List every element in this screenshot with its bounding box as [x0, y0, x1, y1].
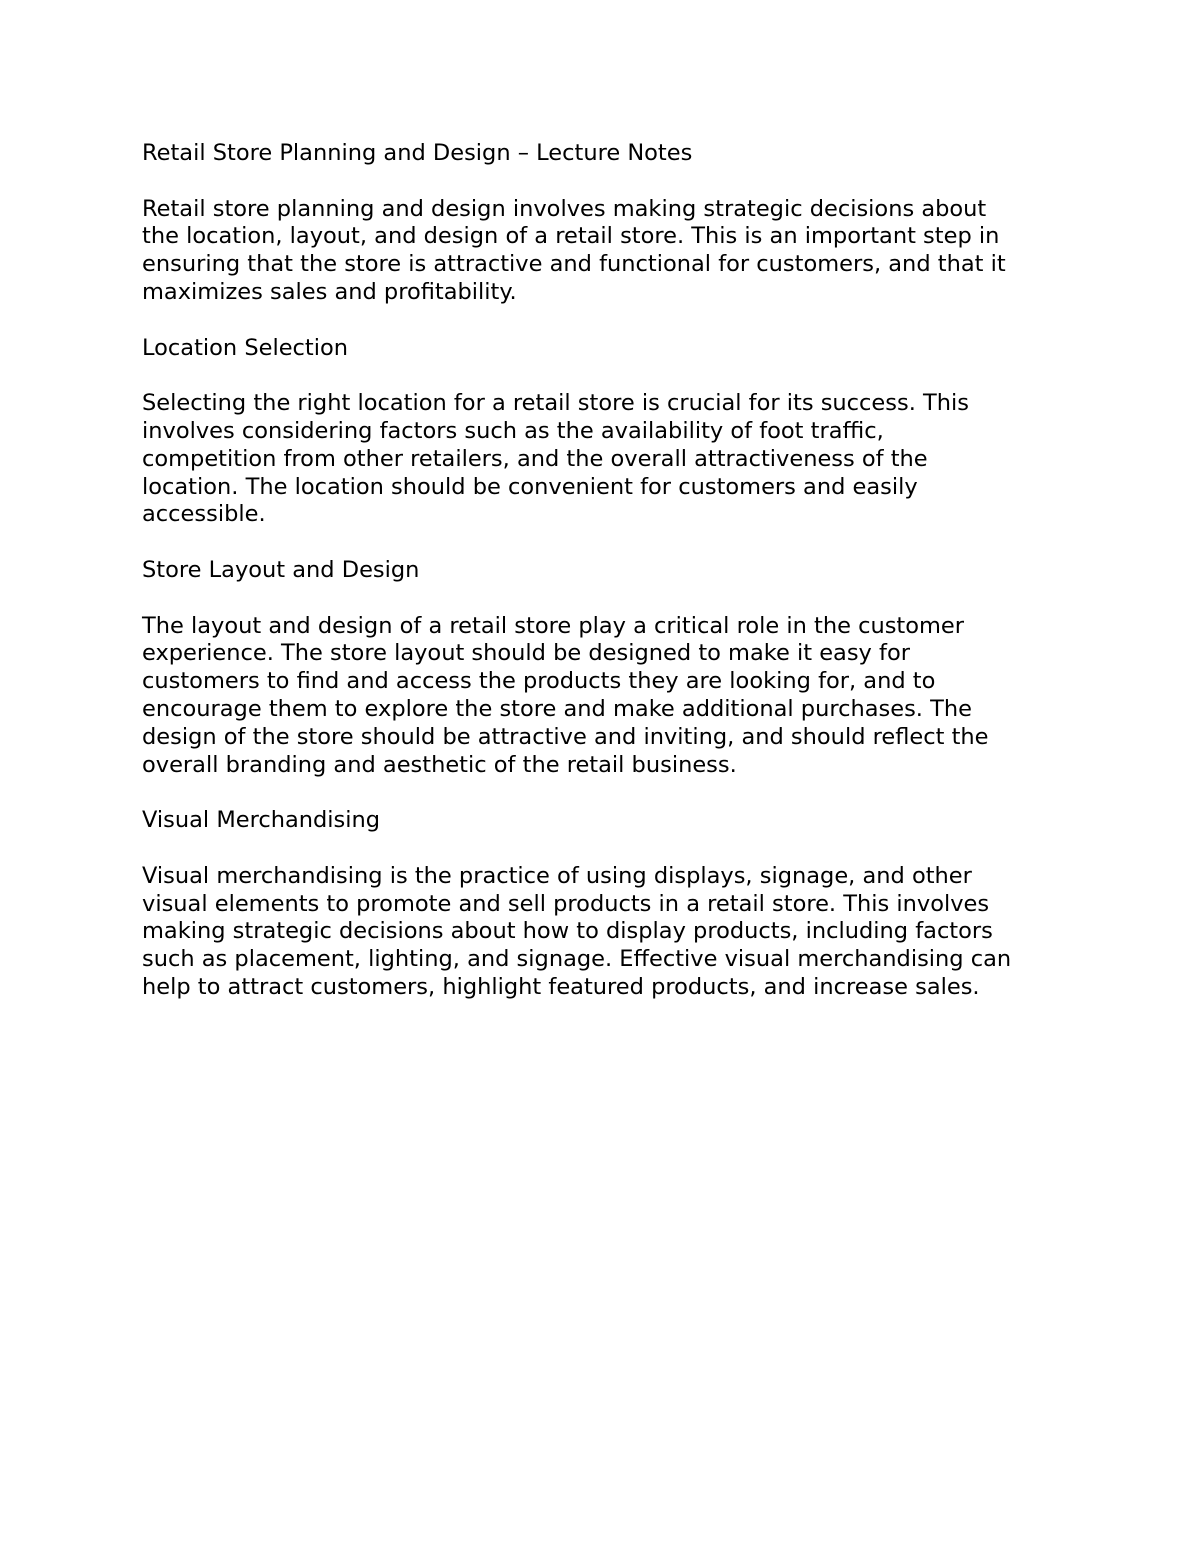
intro-line: maximizes sales and profitability. [142, 278, 517, 305]
body-line: design of the store should be attractive and inviting, and should reflect the [142, 723, 989, 750]
section-heading: Store Layout and Design [142, 556, 420, 583]
body-line: overall branding and aesthetic of the retail business. [142, 751, 737, 778]
body-line: visual elements to promote and sell products in a retail store. This involves [142, 890, 990, 917]
intro-line: Retail store planning and design involves making strategic decisions about [142, 195, 987, 222]
body-line: experience. The store layout should be designed to make it easy for [142, 640, 910, 667]
body-line: customers to find and access the products they are looking for, and to [142, 668, 936, 695]
section-heading: Location Selection [142, 334, 349, 361]
body-line: accessible. [142, 501, 266, 528]
body-line: involves considering factors such as the availability of foot traffic, [142, 417, 884, 444]
intro-line: ensuring that the store is attractive and functional for customers, and that it [142, 251, 1006, 278]
body-line: making strategic decisions about how to display products, including factors [142, 918, 993, 945]
title-line: Retail Store Planning and Design – Lecture Notes [142, 140, 693, 166]
section-heading: Visual Merchandising [142, 807, 381, 834]
body-line: location. The location should be convenient for customers and easily [142, 473, 918, 500]
body-line: encourage them to explore the store and make additional purchases. The [142, 695, 972, 722]
intro-line: the location, layout, and design of a retail store. This is an important step in [142, 223, 1000, 250]
body-line: such as placement, lighting, and signage. Effective visual merchandising can [142, 946, 1012, 973]
body-line: competition from other retailers, and the overall attractiveness of the [142, 445, 928, 472]
section-heading-location [142, 335, 1072, 363]
body-line: Selecting the right location for a retail store is crucial for its success. This [142, 390, 969, 417]
document-title [142, 140, 1072, 168]
section-heading-layout [142, 557, 1072, 585]
body-line: Visual merchandising is the practice of using displays, signage, and other [142, 862, 972, 889]
intro-paragraph [142, 196, 1072, 307]
section-body-layout [142, 613, 1072, 780]
body-line: help to attract customers, highlight featured products, and increase sales. [142, 973, 980, 1000]
section-heading-merchandising [142, 807, 1072, 835]
document-body [142, 140, 1072, 1030]
section-body-merchandising [142, 863, 1072, 1002]
section-body-location [142, 390, 1072, 529]
body-line: The layout and design of a retail store play a critical role in the customer [142, 612, 965, 639]
